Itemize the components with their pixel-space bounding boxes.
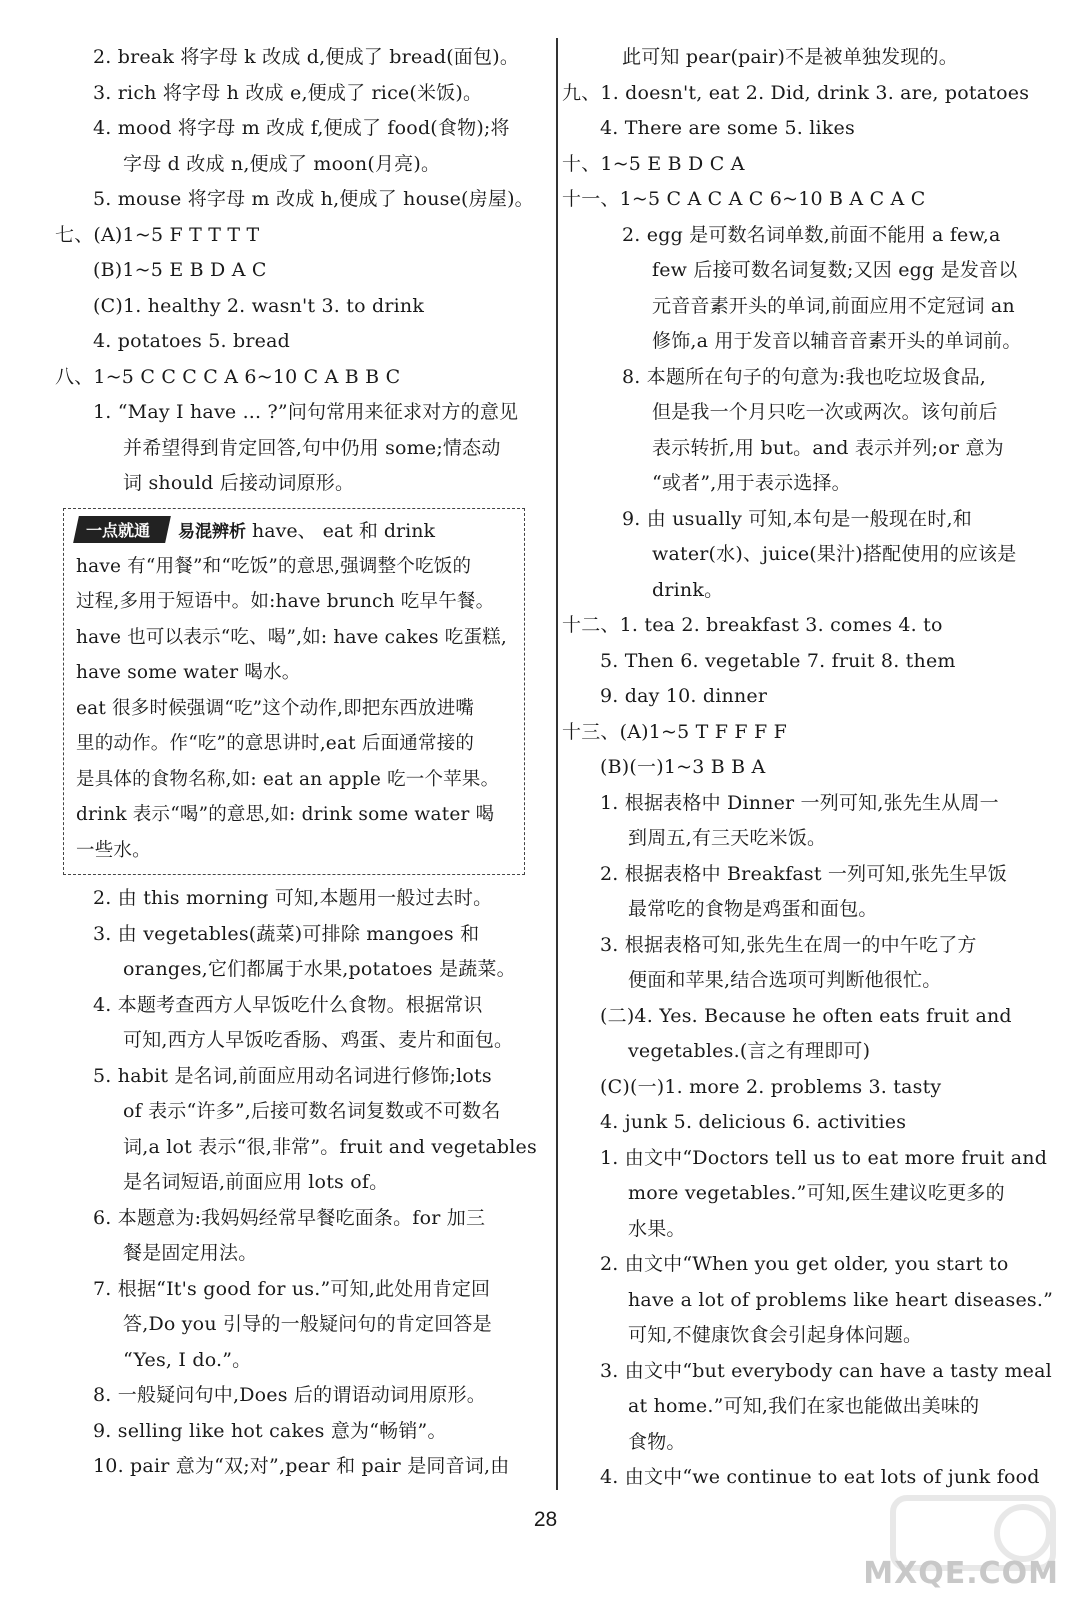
answer-line: 元音音素开头的单词,前面应用不定冠词 an bbox=[652, 294, 1015, 317]
answer-line: 七、(A)1~5 F T T T T bbox=[55, 223, 260, 246]
answer-line: drink。 bbox=[652, 578, 724, 601]
answer-line: 3. 由 vegetables(蔬菜)可排除 mangoes 和 bbox=[93, 922, 480, 945]
tip-line: have 也可以表示“吃、喝”,如: have cakes 吃蛋糕, bbox=[76, 626, 507, 648]
answer-line: vegetables.(言之有理即可) bbox=[628, 1040, 871, 1062]
tip-line: 一些水。 bbox=[76, 839, 151, 861]
answer-line: 4. 本题考查西方人早饭吃什么食物。根据常识 bbox=[93, 993, 483, 1016]
answer-line: 5. habit 是名词,前面应用动名词进行修饰;lots bbox=[93, 1064, 492, 1087]
tip-box-body bbox=[76, 549, 512, 869]
answer-line: 可知,不健康饮食会引起身体问题。 bbox=[628, 1324, 923, 1346]
left-answer-block-top bbox=[55, 40, 550, 502]
tip-tag: 一点就通 bbox=[73, 516, 171, 543]
answer-line: (B)1~5 E B D A C bbox=[93, 259, 267, 281]
answer-line: 9. 由 usually 可知,本句是一般现在时,和 bbox=[622, 507, 972, 530]
answer-line: 2. break 将字母 k 改成 d,便成了 bread(面包)。 bbox=[93, 46, 520, 68]
answer-line: 1. 由文中“Doctors tell us to eat more fruit and bbox=[600, 1146, 1048, 1169]
answer-line: 词 should 后接动词原形。 bbox=[123, 472, 355, 494]
answer-line: 答,Do you 引导的一般疑问句的肯定回答是 bbox=[123, 1313, 492, 1335]
answer-line: 3. rich 将字母 h 改成 e,便成了 rice(米饭)。 bbox=[93, 81, 483, 104]
answer-line: 并希望得到肯定回答,句中仍用 some;情态动 bbox=[123, 436, 501, 459]
answer-line: 8. 一般疑问句中,Does 后的谓语动词用原形。 bbox=[93, 1384, 486, 1406]
answer-line: 食物。 bbox=[628, 1430, 686, 1453]
answer-line: 6. 本题意为:我妈妈经常早餐吃面条。for 加三 bbox=[93, 1206, 486, 1229]
answer-line: 到周五,有三天吃米饭。 bbox=[628, 827, 827, 849]
tip-box-header bbox=[76, 511, 512, 549]
answer-line: 此可知 pear(pair)不是被单独发现的。 bbox=[622, 46, 958, 68]
answer-line: 4. 由文中“we continue to eat lots of junk food bbox=[600, 1466, 1040, 1488]
answer-line: 9. day 10. dinner bbox=[600, 685, 768, 707]
answer-line: 十三、(A)1~5 T F F F F bbox=[562, 720, 788, 743]
left-answer-block-bottom bbox=[55, 881, 550, 1485]
answer-line: 3. 由文中“but everybody can have a tasty meal bbox=[600, 1359, 1052, 1382]
answer-line: 5. Then 6. vegetable 7. fruit 8. them bbox=[600, 649, 956, 672]
answer-line: 修饰,a 用于发音以辅音音素开头的单词前。 bbox=[652, 330, 1022, 352]
tip-line: 过程,多用于短语中。如:have brunch 吃早午餐。 bbox=[76, 591, 495, 612]
answer-line: 餐是固定用法。 bbox=[123, 1242, 258, 1264]
answer-line: 4. potatoes 5. bread bbox=[93, 330, 290, 352]
answer-line: 7. 根据“It's good for us.”可知,此处用肯定回 bbox=[93, 1277, 491, 1300]
answer-line: 字母 d 改成 n,便成了 moon(月亮)。 bbox=[123, 152, 441, 175]
answer-line: (C)1. healthy 2. wasn't 3. to drink bbox=[93, 294, 425, 317]
answer-line: 10. pair 意为“双;对”,pear 和 pair 是同音词,由 bbox=[93, 1455, 510, 1477]
right-answer-block bbox=[562, 40, 1062, 1496]
answer-line: 1. “May I have ... ?”问句常用来征求对方的意见 bbox=[93, 401, 519, 423]
tip-line: drink 表示“喝”的意思,如: drink some water 喝 bbox=[76, 804, 495, 825]
answer-line: oranges,它们都属于水果,potatoes 是蔬菜。 bbox=[123, 958, 516, 980]
answer-line: 4. junk 5. delicious 6. activities bbox=[600, 1111, 907, 1133]
tip-heading: 易混辨析 have、 eat 和 drink bbox=[178, 520, 435, 542]
answer-line: 2. 由文中“When you get older, you start to bbox=[600, 1253, 1009, 1275]
answer-line: 4. mood 将字母 m 改成 f,便成了 food(食物);将 bbox=[93, 117, 510, 139]
answer-line: (二)4. Yes. Because he often eats fruit and bbox=[600, 1004, 1012, 1027]
answer-line: 词,a lot 表示“很,非常”。fruit and vegetables bbox=[123, 1135, 537, 1158]
answer-line: of 表示“许多”,后接可数名词复数或不可数名 bbox=[123, 1100, 501, 1122]
answer-line: (B)(一)1~3 B B A bbox=[600, 756, 766, 778]
tip-line: have 有“用餐”和“吃饭”的意思,强调整个吃饭的 bbox=[76, 555, 472, 577]
answer-line: water(水)、juice(果汁)搭配使用的应该是 bbox=[652, 543, 1017, 565]
answer-line: 5. mouse 将字母 m 改成 h,便成了 house(房屋)。 bbox=[93, 188, 534, 210]
answer-line: 是名词短语,前面应用 lots of。 bbox=[123, 1171, 389, 1193]
answer-line: more vegetables.”可知,医生建议吃更多的 bbox=[628, 1182, 1005, 1204]
answer-line: have a lot of problems like heart diseases.” bbox=[628, 1288, 1054, 1311]
left-column bbox=[55, 40, 550, 1485]
answer-line: 2. 由 this morning 可知,本题用一般过去时。 bbox=[93, 887, 493, 909]
answer-line: 但是我一个月只吃一次或两次。该句前后 bbox=[652, 401, 998, 423]
answer-line: 4. There are some 5. likes bbox=[600, 117, 855, 139]
answer-line: “或者”,用于表示选择。 bbox=[652, 472, 851, 494]
answer-line: 3. 根据表格可知,张先生在周一的中午吃了方 bbox=[600, 933, 977, 956]
tip-line: 里的动作。作“吃”的意思讲时,eat 后面通常接的 bbox=[76, 733, 475, 754]
watermark-text: MXQE.COM bbox=[863, 1556, 1059, 1591]
answer-line: 便面和苹果,结合选项可判断他很忙。 bbox=[628, 969, 942, 991]
answer-line: 2. 根据表格中 Breakfast 一列可知,张先生早饭 bbox=[600, 862, 1007, 885]
answer-line: 8. 本题所在句子的句意为:我也吃垃圾食品, bbox=[622, 365, 987, 388]
tip-line: 是具体的食物名称,如: eat an apple 吃一个苹果。 bbox=[76, 768, 500, 790]
right-column bbox=[562, 40, 1062, 1496]
answer-line: (C)(一)1. more 2. problems 3. tasty bbox=[600, 1075, 942, 1098]
page-number: 28 bbox=[533, 1508, 558, 1531]
answer-line: 九、1. doesn't, eat 2. Did, drink 3. are, potatoes bbox=[562, 81, 1030, 104]
answer-line: “Yes, I do.”。 bbox=[123, 1348, 252, 1371]
answer-line: 2. egg 是可数名词单数,前面不能用 a few,a bbox=[622, 223, 1001, 246]
tip-line: eat 很多时候强调“吃”这个动作,即把东西放进嘴 bbox=[76, 697, 475, 719]
answer-line: few 后接可数名词复数;又因 egg 是发音以 bbox=[652, 259, 1018, 281]
answer-line: at home.”可知,我们在家也能做出美味的 bbox=[628, 1395, 980, 1417]
answer-line: 十二、1. tea 2. breakfast 3. comes 4. to bbox=[562, 614, 943, 636]
answer-line: 表示转折,用 but。and 表示并列;or 意为 bbox=[652, 436, 1004, 459]
answer-line: 9. selling like hot cakes 意为“畅销”。 bbox=[93, 1419, 447, 1442]
tip-line: have some water 喝水。 bbox=[76, 662, 301, 683]
answer-line: 水果。 bbox=[628, 1217, 686, 1240]
answer-line: 可知,西方人早饭吃香肠、鸡蛋、麦片和面包。 bbox=[123, 1029, 514, 1051]
answer-line: 十一、1~5 C A C A C 6~10 B A C A C bbox=[562, 188, 926, 210]
column-divider bbox=[556, 38, 558, 1490]
answer-line: 1. 根据表格中 Dinner 一列可知,张先生从周一 bbox=[600, 791, 999, 814]
answer-line: 最常吃的食物是鸡蛋和面包。 bbox=[628, 898, 878, 920]
answer-line: 八、1~5 C C C C A 6~10 C A B B C bbox=[55, 365, 401, 388]
answer-line: 十、1~5 E B D C A bbox=[562, 152, 745, 175]
tip-box bbox=[63, 508, 525, 876]
